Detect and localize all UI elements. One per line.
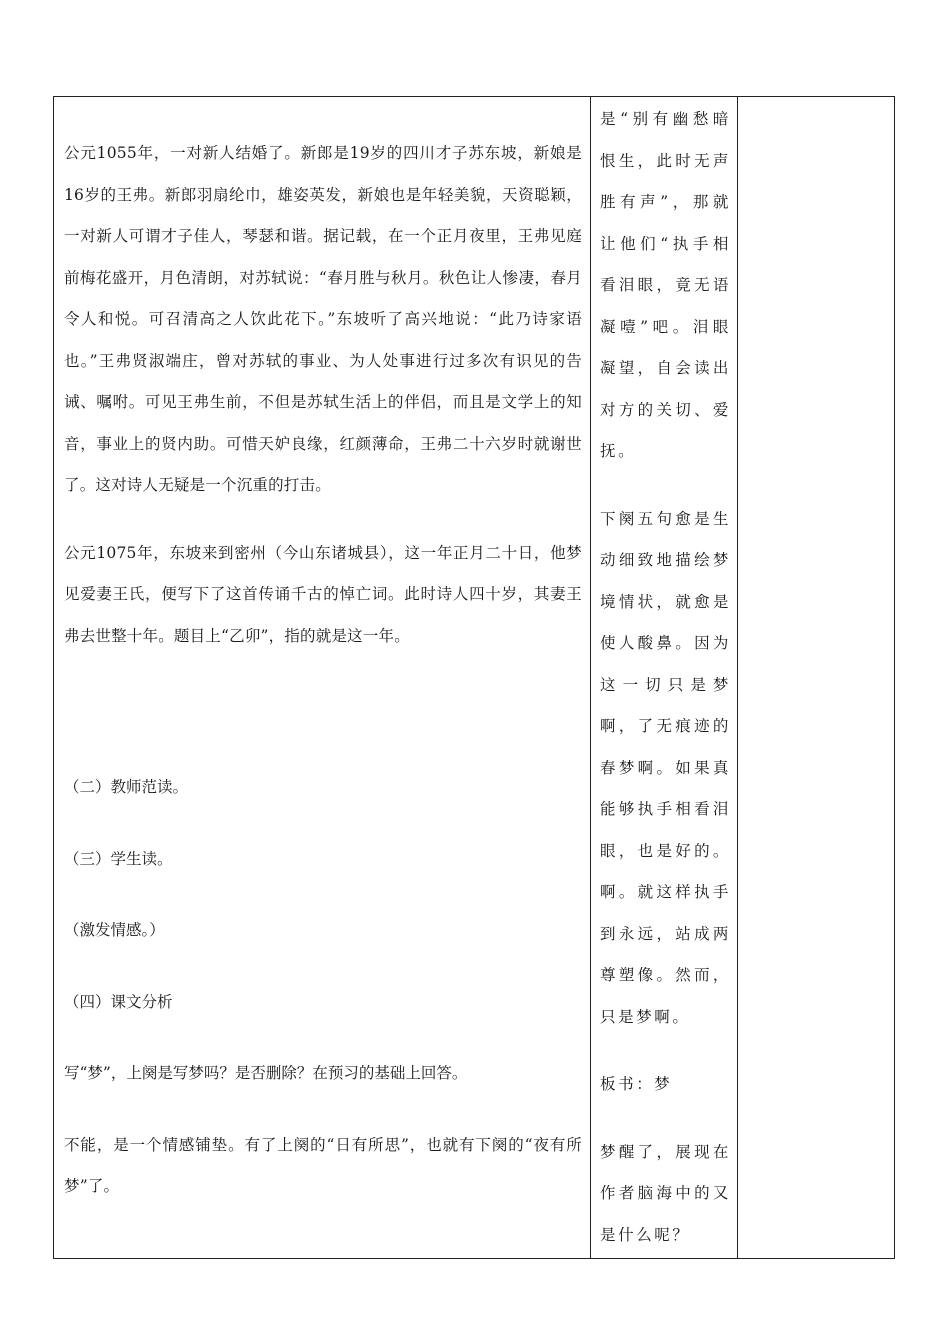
step-student-reading: （三）学生读。 [64, 849, 173, 868]
board-note: 板书：梦 [600, 1075, 673, 1093]
lesson-table [53, 96, 895, 1259]
main-content-column [54, 97, 590, 1258]
date-paragraph: 公元1075年，东坡来到密州（今山东诸城县），这一年正月二十日，他梦见爱妻王氏，便写下了这首传诵千古的悼亡词。此时诗人四十岁，其妻王弗去世整十年。题目上“乙卯”，指的就是这一年。 [64, 543, 582, 645]
step-note: （激发情感。） [64, 921, 165, 939]
side-note-3: 梦醒了，展现在作者脑海中的又是什么呢？ [600, 1142, 731, 1244]
step-analysis: （四）课文分析 [64, 992, 173, 1011]
side-note-2: 下阕五句愈是生动细致地描绘梦境情状，就愈是使人酸鼻。因为这一切只是梦啊，了无痕迹的春梦啊。如果真能够执手相看泪眼，也是好的。啊。就这样执手到永远，站成两尊塑像。然而，只是梦啊。 [600, 509, 731, 1026]
side-note-1: 是“别有幽愁暗恨生，此时无声胜有声”，那就让他们“执手相看泪眼，竟无语凝噎”吧。泪眼凝望，自会读出对方的关切、爱抚。 [600, 110, 731, 460]
empty-column [738, 97, 894, 1258]
side-notes-column [591, 97, 737, 1258]
analysis-question: 写“梦”，上阕是写梦吗？是否删除？在预习的基础上回答。 [64, 1064, 468, 1082]
background-paragraph: 公元1055年，一对新人结婚了。新郎是19岁的四川才子苏东坡，新娘是16岁的王弗。新郎羽扇纶巾，雄姿英发，新娘也是年轻美貌，天资聪颖，一对新人可谓才子佳人，琴瑟和谐。据记载，在一个正月夜里，王弗见庭前梅花盛开，月色清朗，对苏轼说：“春月胜与秋月。秋色让人惨凄，春月令人和悦。可召清高之人饮此花下。”东坡听了高兴地说：“此乃诗家语也。”王弗贤淑端庄，曾对苏轼的事业、为人处事进行过多次有识见的告诫、嘱咐。可见王弗生前，不但是苏轼生活上的伴侣，而且是文学上的知音，事业上的贤内助。可惜天妒良缘，红颜薄命，王弗二十六岁时就谢世了。这对诗人无疑是一个沉重的打击。 [64, 144, 582, 494]
analysis-answer: 不能，是一个情感铺垫。有了上阕的“日有所思”，也就有下阕的“夜有所梦”了。 [64, 1135, 582, 1195]
step-teacher-reading: （二）教师范读。 [64, 778, 189, 796]
